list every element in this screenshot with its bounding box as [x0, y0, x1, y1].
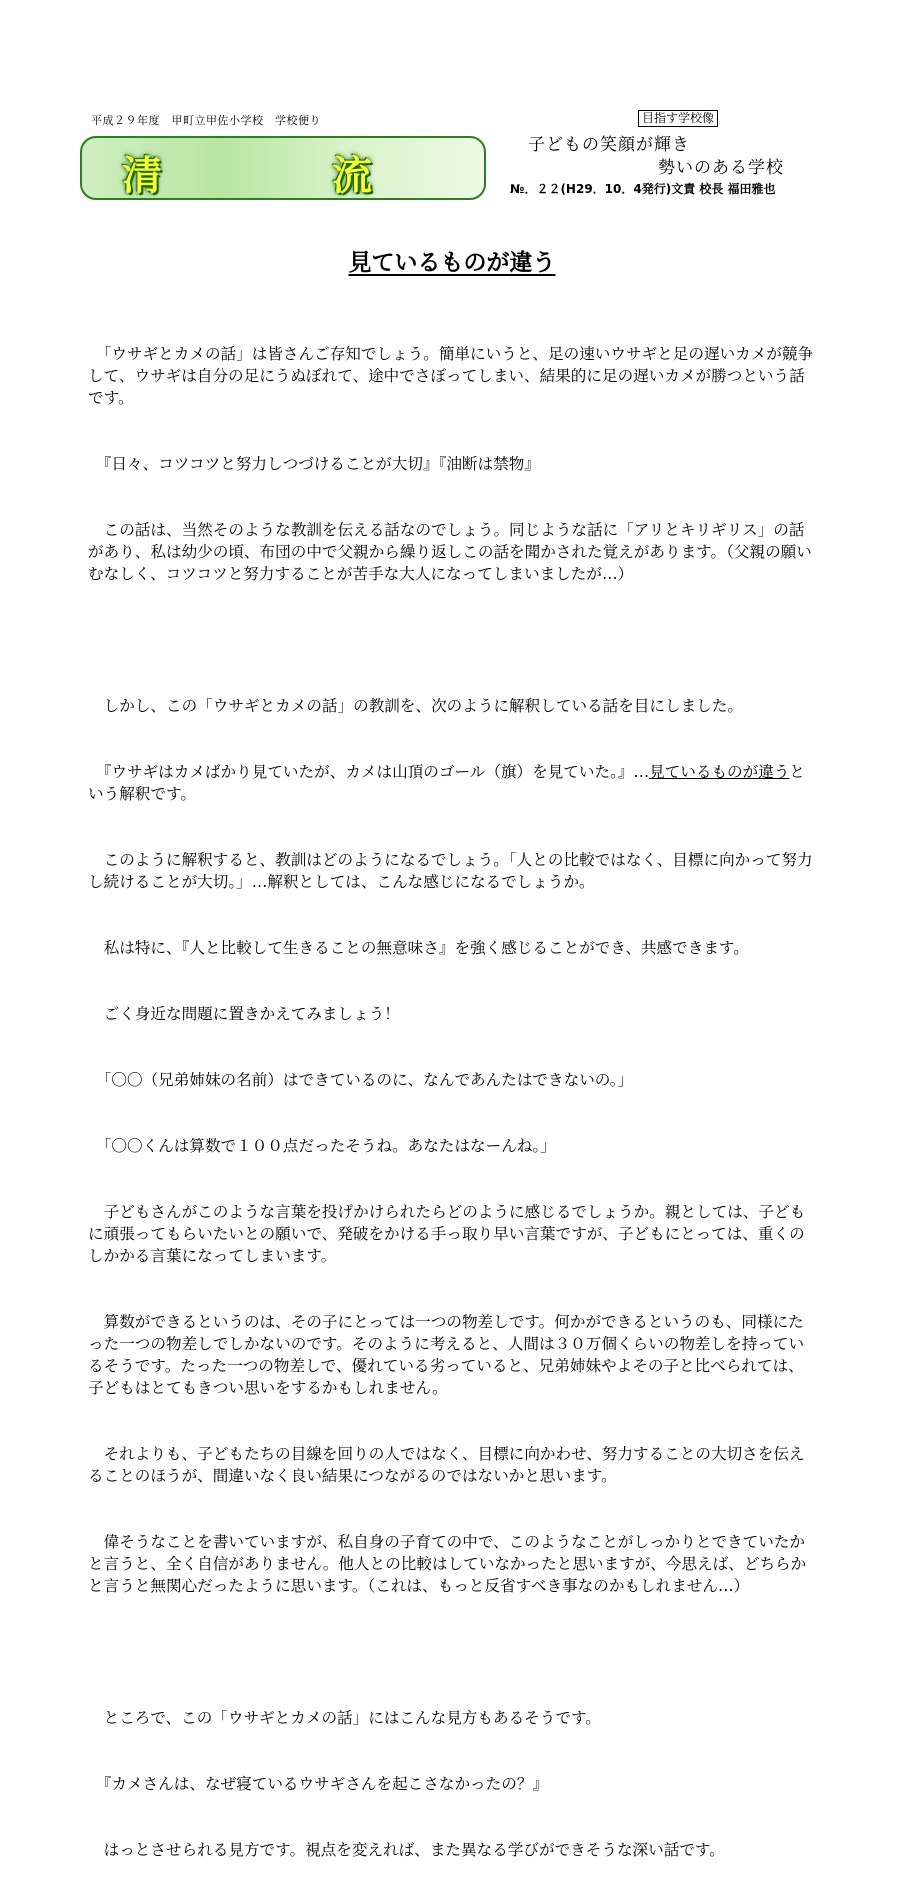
paragraph: 算数ができるというのは、その子にとっては一つの物差しです。何かができるというのも、同様にたった一つの物差しでしかないのです。そのように考えると、人間は３０万個くらいの物差しを持っているそうです。たった一つの物差しで、優れている劣っていると、兄弟姉妹やよその子と比べられては、子どもはとてもきつい思いをするかもしれません。	[88, 1313, 805, 1397]
school-vision-label: 目指す学校像	[638, 110, 718, 127]
paragraph: 私は特に、『人と比較して生きることの無意味さ』を強く感じることができ、共感できます。	[88, 939, 749, 957]
newsletter-header-line: 平成２９年度 甲町立甲佐小学校 学校便り	[91, 114, 321, 127]
article-title: 見ているものが違う	[348, 250, 556, 276]
banner-char-ryu: 流	[332, 152, 372, 199]
school-vision-line-2: 勢いのある学校	[658, 158, 784, 178]
paragraph: ところで、この「ウサギとカメの話」にはこんな見方もあるそうです。	[88, 1709, 601, 1727]
paragraph: 「〇〇（兄弟姉妹の名前）はできているのに、なんであんたはできないの。」	[88, 1071, 634, 1089]
blank-line	[88, 1641, 818, 1663]
banner-char-sei: 清	[122, 152, 162, 199]
underlined-phrase: 見ているものが違う	[649, 763, 790, 781]
blank-line	[88, 629, 818, 651]
issue-info: №．２２(H29．10．4発行)文責 校長 福田雅也	[510, 182, 776, 196]
paragraph: はっとさせられる見方です。視点を変えれば、また異なる学びができそうな深い話です。	[88, 1841, 725, 1859]
paragraph: それよりも、子どもたちの目線を回りの人ではなく、目標に向かわせ、努力することの大切さを伝えることのほうが、間違いなく良い結果につながるのではないかと思います。	[88, 1445, 805, 1485]
paragraph: ごく身近な問題に置きかえてみましょう！	[88, 1005, 400, 1023]
paragraph: 『カメさんは、なぜ寝ているウサギさんを起こさなかったの？』	[88, 1775, 549, 1793]
newsletter-title-banner	[80, 136, 486, 200]
paragraph	[88, 761, 818, 805]
paragraph: 『日々、コツコツと努力しつづけることが大切』『油断は禁物』	[88, 455, 540, 473]
paragraph: このように解釈すると、教訓はどのようになるでしょう。「人との比較ではなく、目標に向かって努力し続けることが大切。」…解釈としては、こんな感じになるでしょうか。	[88, 851, 813, 891]
paragraph: この話は、当然そのような教訓を伝える話なのでしょう。同じような話に「アリとキリギリス」の話があり、私は幼少の頃、布団の中で父親から繰り返しこの話を聞かされた覚えがあります。（父親の願いむなしく、コツコツと努力することが苦手な大人になってしまいましたが…）	[88, 521, 812, 583]
paragraph: 「〇〇くんは算数で１００点だったそうね。あなたはなーんね。」	[88, 1137, 556, 1155]
paragraph-part: 『ウサギはカメばかり見ていたが、カメは山頂のゴール（旗）を見ていた。』…	[88, 763, 650, 781]
paragraph: 「ウサギとカメの話」は皆さんご存知でしょう。簡単にいうと、足の速いウサギと足の遅いカメが競争して、ウサギは自分の足にうぬぼれて、途中でさぼってしまい、結果的に足の遅いカメが勝つという話です。	[88, 345, 814, 407]
school-vision-line-1: 子どもの笑顔が輝き	[528, 135, 690, 155]
paragraph: 子どもさんがこのような言葉を投げかけられたらどのように感じるでしょうか。親としては、子どもに頑張ってもらいたいとの願いで、発破をかける手っ取り早い言葉ですが、子どもにとっては、重くのしかかる言葉になってしまいます。	[88, 1203, 806, 1265]
paragraph-part: という解釈です。	[88, 763, 806, 803]
paragraph: 偉そうなことを書いていますが、私自身の子育ての中で、このようなことがしっかりとできていたかと言うと、全く自信がありません。他人との比較はしていなかったと思いますが、今思えば、どちらかと言うと無関心だったように思います。（これは、もっと反省すべき事なのかもしれません…）	[88, 1533, 807, 1595]
article-body	[88, 299, 818, 1883]
paragraph: しかし、この「ウサギとカメの話」の教訓を、次のように解釈している話を目にしました。	[88, 697, 743, 715]
